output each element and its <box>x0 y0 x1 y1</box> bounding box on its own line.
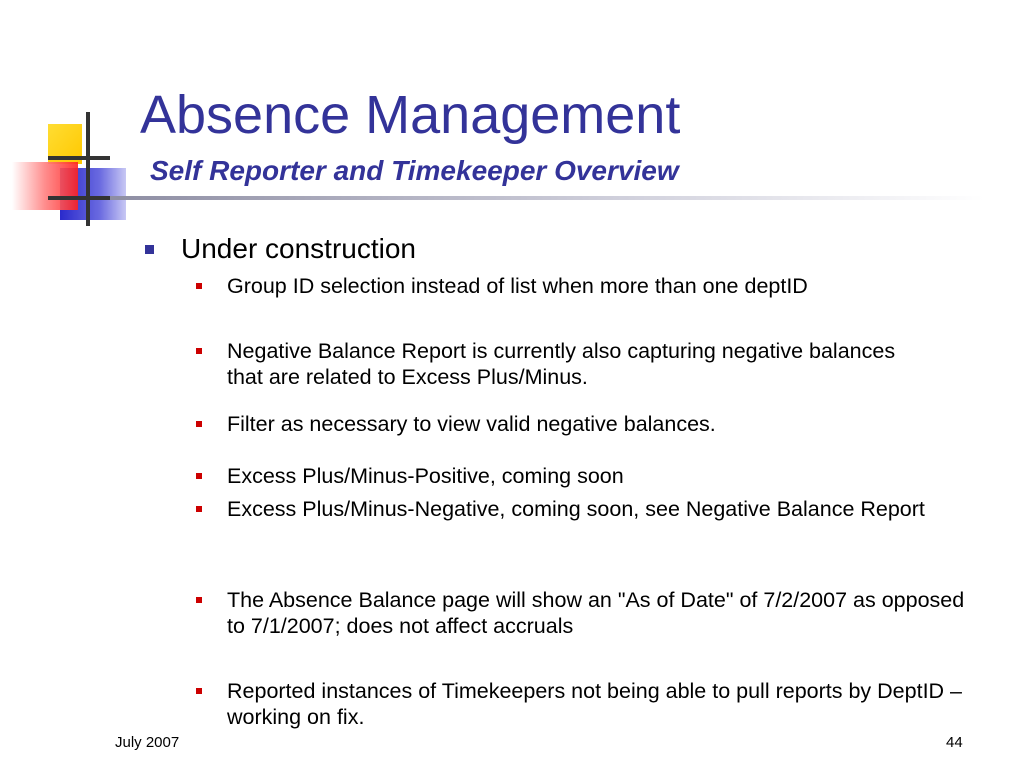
sub-bullet <box>196 273 996 299</box>
sub-bullet <box>196 496 996 522</box>
bullet-square-icon <box>196 421 202 427</box>
sub-bullet-text: Group ID selection instead of list when more than one deptID <box>227 274 808 298</box>
sub-bullet-text: Filter as necessary to view valid negative balances. <box>227 412 716 436</box>
bullet-square-icon <box>196 283 202 289</box>
bullet-square-icon <box>196 597 202 603</box>
sub-bullet-text: Reported instances of Timekeepers not being able to pull reports by DeptID – working on fix. <box>227 679 962 729</box>
sub-bullet <box>196 587 996 639</box>
bullet-square-icon <box>196 506 202 512</box>
sub-bullet-text: Excess Plus/Minus-Negative, coming soon, see Negative Balance Report <box>227 497 925 521</box>
bullet-square-icon <box>196 473 202 479</box>
sub-bullet-text: The Absence Balance page will show an "As of Date" of 7/2/2007 as opposed to 7/1/2007; does not affect accruals <box>227 588 965 638</box>
page-number: 44 <box>946 734 963 751</box>
sub-bullet <box>196 463 996 489</box>
sub-bullet <box>196 678 996 730</box>
bullet-square-icon <box>196 348 202 354</box>
slide-subtitle: Self Reporter and Timekeeper Overview <box>150 155 679 186</box>
sub-bullet <box>196 411 996 437</box>
bullet-square-icon <box>145 245 154 254</box>
sub-bullet <box>196 338 996 390</box>
title-underline <box>84 196 984 200</box>
logo-red-square <box>12 162 78 210</box>
sub-bullet-text: Excess Plus/Minus-Positive, coming soon <box>227 464 624 488</box>
main-bullet <box>145 232 416 266</box>
bullet-square-icon <box>196 688 202 694</box>
slide-title: Absence Management <box>140 85 681 145</box>
sub-bullet-text: Negative Balance Report is currently also capturing negative balances that are related to Excess Plus/Minus. <box>227 339 896 389</box>
main-bullet-text: Under construction <box>181 233 417 264</box>
footer-date: July 2007 <box>115 734 180 751</box>
